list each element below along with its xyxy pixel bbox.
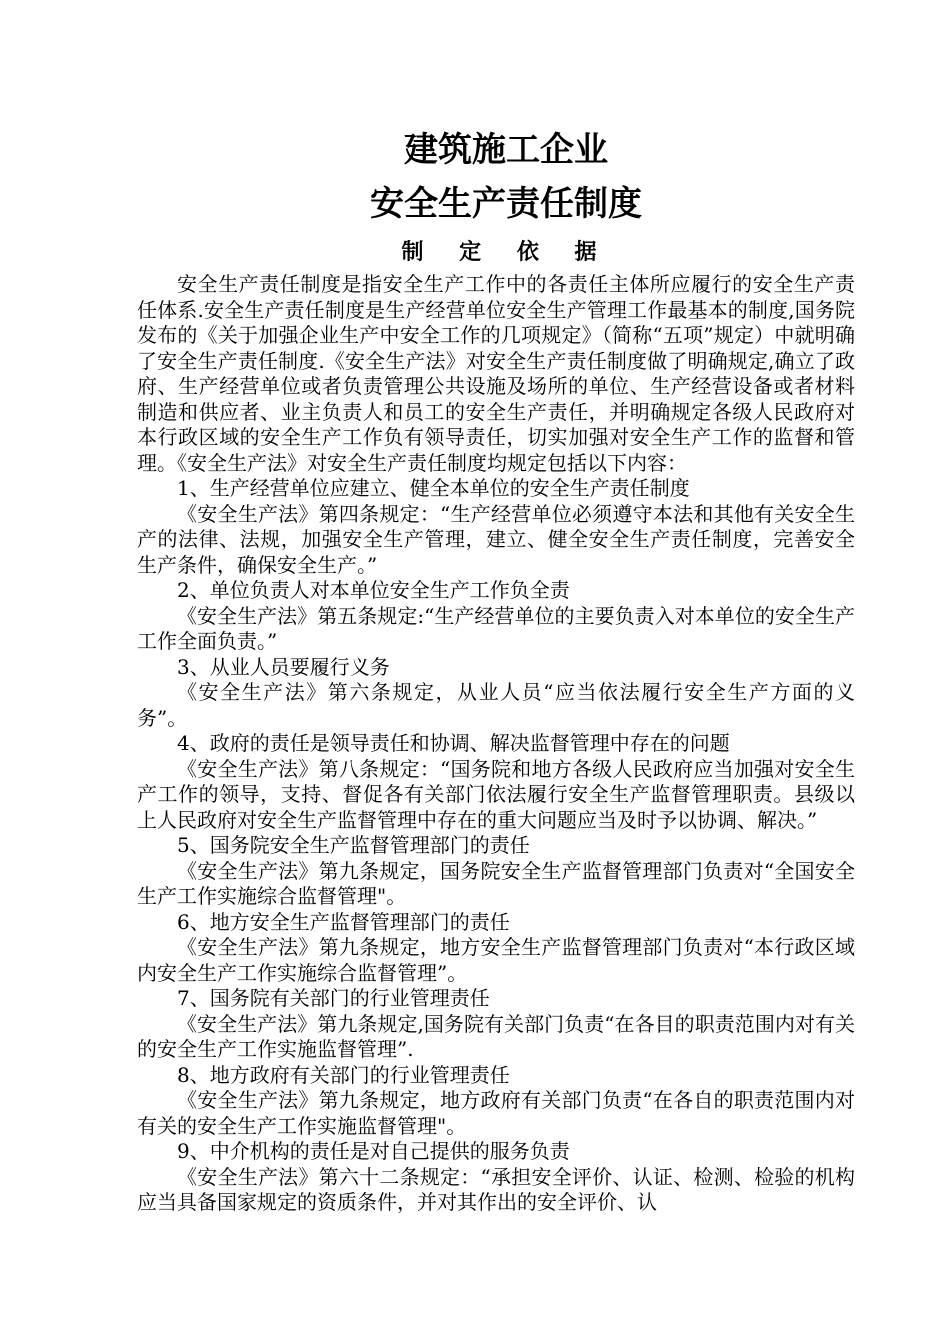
item-body-9: 《安全生产法》第六十二条规定：“承担安全评价、认证、检测、检验的机构应当具备国家规定的资质条件，并对其作出的安全评价、认: [137, 1164, 855, 1214]
item-body-2: 《安全生产法》第五条规定:“生产经营单位的主要负责入对本单位的安全生产工作全面负责。”: [137, 603, 855, 653]
item-heading-9: 9、中介机构的责任是对自己提供的服务负责: [177, 1139, 570, 1163]
item-body-5: 《安全生产法》第九条规定，国务院安全生产监督管理部门负责对“全国安全生产工作实施综合监督管理"。: [137, 858, 855, 908]
item-body-7: 《安全生产法》第九条规定,国务院有关部门负责“在各目的职责范围内对有关的安全生产工作实施监督管理”.: [137, 1011, 855, 1061]
intro-paragraph: 安全生产责任制度是指安全生产工作中的各责任主体所应履行的安全生产责任体系.安全生产责任制度是生产经营单位安全生产管理工作最基本的制度,国务院发布的《关于加强企业生产中安全工作的几项规定》（简称“五项”规定）中就明确了安全生产责任制度.《安全生产法》对安全生产责任制度做了明确规定,确立了政府、生产经营单位或者负责管理公共设施及场所的单位、生产经营设备或者材料制造和供应者、业主负责人和员工的安全生产责任，并明确规定各级人民政府对本行政区域的安全生产工作负有领导责任，切实加强对安全生产工作的监督和管理。《安全生产法》对安全生产责任制度均规定包括以下内容：: [137, 272, 855, 475]
item-body-6: 《安全生产法》第九条规定，地方安全生产监督管理部门负责对“本行政区域内安全生产工作实施综合监督管理”。: [137, 935, 855, 985]
item-heading-4: 4、政府的责任是领导责任和协调、解决监督管理中存在的问题: [177, 731, 730, 755]
item-body-4: 《安全生产法》第八条规定：“国务院和地方各级人民政府应当加强对安全生产工作的领导，支持、督促各有关部门依法履行安全生产监督管理职责。县级以上人民政府对安全生产监督管理中存在的重大问题应当及时予以协调、解决。”: [137, 756, 855, 832]
item-body-1: 《安全生产法》第四条规定：“生产经营单位必须遵守本法和其他有关安全生产的法律、法规，加强安全生产管理，建立、健全安全生产责任制度，完善安全生产条件，确保安全生产。”: [137, 501, 855, 577]
document-body: [137, 272, 855, 1216]
item-heading-3: 3、从业人员要履行义务: [177, 654, 390, 679]
document-title-line1: 建筑施工企业: [404, 130, 608, 170]
item-heading-1: 1、生产经营单位应建立、健全本单位的安全生产责任制度: [177, 476, 690, 500]
item-heading-8: 8、地方政府有关部门的行业管理责任: [177, 1062, 510, 1087]
section-heading: 制 定 依 据: [401, 240, 611, 265]
item-body-3: 《安全生产法》第六条规定，从业人员“应当依法履行安全生产方面的义务”。: [137, 680, 855, 730]
item-heading-7: 7、国务院有关部门的行业管理责任: [177, 986, 490, 1010]
document-title-line2: 安全生产责任制度: [370, 184, 642, 224]
item-body-8: 《安全生产法》第九条规定，地方政府有关部门负责“在各自的职责范围内对有关的安全生产工作实施监督管理"。: [137, 1088, 855, 1138]
item-heading-6: 6、地方安全生产监督管理部门的责任: [177, 909, 510, 934]
item-heading-2: 2、单位负责人对本单位安全生产工作负全责: [177, 578, 570, 602]
item-heading-5: 5、国务院安全生产监督管理部门的责任: [177, 833, 530, 857]
